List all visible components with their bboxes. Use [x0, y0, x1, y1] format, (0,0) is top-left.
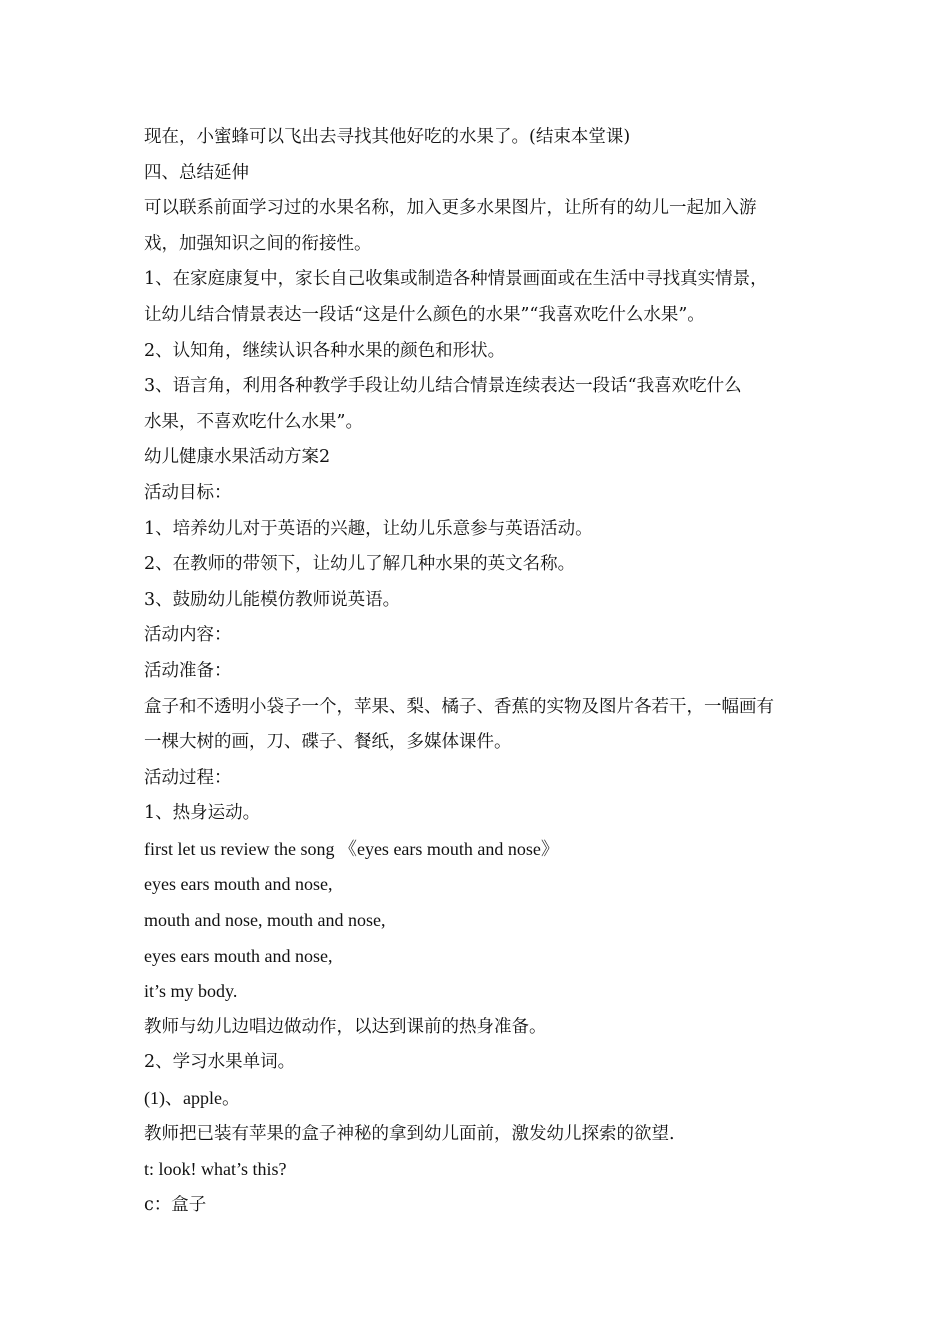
text-line: 可以联系前面学习过的水果名称，加入更多水果图片，让所有的幼儿一起加入游	[144, 198, 757, 219]
section-heading: 活动准备：	[144, 660, 232, 681]
document-body	[144, 120, 814, 1223]
song-line: eyes ears mouth and nose,	[144, 945, 333, 966]
dialogue-line: t: look! what’s this?	[144, 1159, 287, 1180]
text-line: 教师把已装有苹果的盒子神秘的拿到幼儿面前，激发幼儿探索的欲望.	[144, 1123, 675, 1144]
song-line: it’s my body.	[144, 981, 238, 1002]
section-heading: 活动过程：	[144, 767, 232, 788]
text-line: 现在，小蜜蜂可以飞出去寻找其他好吃的水果了。(结束本堂课)	[144, 127, 631, 147]
plan-title: 幼儿健康水果活动方案2	[144, 447, 331, 468]
text-line: (1)、apple。	[144, 1088, 240, 1109]
text-line: 2、在教师的带领下，让幼儿了解几种水果的英文名称。	[144, 554, 576, 575]
section-heading: 活动目标：	[144, 482, 232, 503]
text-line: 盒子和不透明小袋子一个，苹果、梨、橘子、香蕉的实物及图片各若干，一幅画有	[144, 696, 774, 717]
song-line: first let us review the song 《eyes ears mouth and nose》	[144, 838, 559, 859]
text-line: 一棵大树的画，刀、碟子、餐纸，多媒体课件。	[144, 732, 512, 753]
text-line: 1、热身运动。	[144, 803, 261, 824]
text-line: 2、学习水果单词。	[144, 1052, 296, 1073]
text-line: 3、鼓励幼儿能模仿教师说英语。	[144, 589, 401, 610]
song-line: mouth and nose, mouth and nose,	[144, 910, 386, 931]
text-line: 2、认知角，继续认识各种水果的颜色和形状。	[144, 340, 506, 361]
dialogue-line: c：盒子	[144, 1194, 207, 1215]
text-line: 1、在家庭康复中，家长自己收集或制造各种情景画面或在生活中寻找真实情景，	[144, 269, 768, 290]
section-heading: 四、总结延伸	[144, 162, 249, 183]
section-heading: 活动内容：	[144, 625, 232, 646]
text-line: 3、语言角，利用各种教学手段让幼儿结合情景连续表达一段话“我喜欢吃什么	[144, 376, 742, 397]
text-line: 水果，不喜欢吃什么水果”。	[144, 411, 363, 432]
text-line: 1、培养幼儿对于英语的兴趣，让幼儿乐意参与英语活动。	[144, 518, 593, 539]
song-line: eyes ears mouth and nose,	[144, 874, 333, 895]
text-line: 教师与幼儿边唱边做动作，以达到课前的热身准备。	[144, 1016, 547, 1037]
text-line: 让幼儿结合情景表达一段话“这是什么颜色的水果”“我喜欢吃什么水果”。	[144, 304, 705, 325]
text-line: 戏，加强知识之间的衔接性。	[144, 233, 372, 254]
